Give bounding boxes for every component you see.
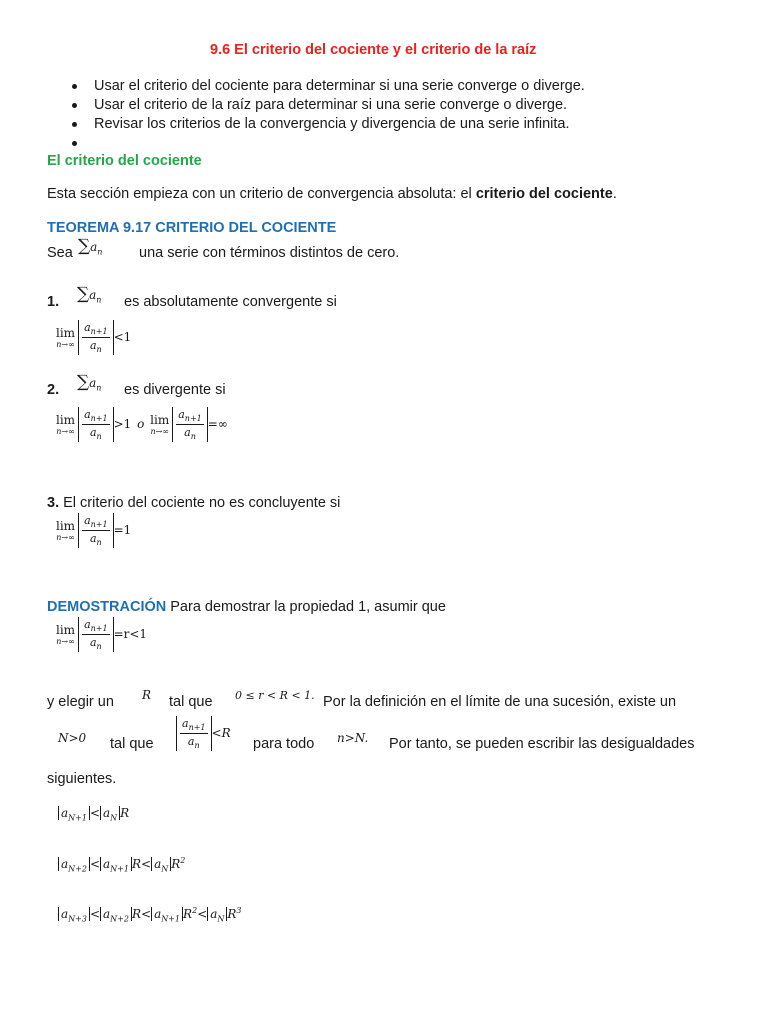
proof-line2-a: tal que: [110, 736, 154, 752]
item3-number: 3.: [47, 495, 60, 511]
proof-line3: siguientes.: [47, 771, 117, 787]
proof-intro: [47, 599, 446, 615]
list-item: Usar el criterio del cociente para determinar si una serie converge o diverge.: [70, 77, 585, 96]
theorem-sea-rest: una serie con términos distintos de cero.: [139, 245, 400, 261]
item1-number: 1.: [47, 294, 60, 310]
R-inequality: 0 ≤ r < R < 1.: [235, 689, 315, 702]
item2-number: 2.: [47, 382, 60, 398]
proof-line2-b: para todo: [253, 736, 315, 752]
n-greater-N: n>N.: [337, 731, 369, 745]
intro-bold: criterio del cociente: [475, 186, 613, 202]
proof-limit-formula: lim n→∞ $\frac{a_{n+1}}{a_n}$ =r<1: [56, 618, 148, 652]
proof-line1-b: tal que: [169, 694, 213, 710]
list-item: Revisar los criterios de la convergencia y divergencia de una serie infinita.: [70, 115, 585, 134]
inequality-3: $a_{N+3} < a_{N+2}$ $R< a_{N+1}$ $R^2< a_N$ $R^3$: [58, 906, 242, 923]
sum-an-symbol: $\sum a_n$: [77, 372, 102, 393]
ratio-less-R: $\frac{a_{n+1}}{a_n}$ <R: [176, 716, 231, 751]
sum-an-symbol: $\sum a_n$: [78, 236, 103, 257]
R-symbol: R: [142, 688, 152, 702]
section-heading: El criterio del cociente: [47, 153, 202, 169]
divergence-formula: lim n→∞ $\frac{a_{n+1}}{a_n}$ >1 o lim n→∞ $\frac{a_{n+1}}{a_n}$ =∞: [56, 408, 228, 442]
proof-line1-a: y elegir un: [47, 694, 114, 710]
proof-line2-c: Por tanto, se pueden escribir las desigualdades: [389, 736, 695, 752]
proof-text: Para demostrar la propiedad 1, asumir que: [170, 599, 446, 615]
ratio-limit-formula: lim n→∞ $\frac{a_{n+1}}{a_n}$ <1: [56, 321, 132, 355]
list-item: [70, 134, 585, 153]
theorem-sea: Sea: [47, 245, 73, 261]
item3-text: El criterio del cociente no es concluyente si: [63, 495, 341, 511]
sum-an-symbol: $\sum a_n$: [77, 284, 102, 305]
proof-line1-c: Por la definición en el límite de una sucesión, existe un: [323, 694, 677, 710]
theorem-heading: TEOREMA 9.17 CRITERIO DEL COCIENTE: [47, 220, 337, 236]
item3: [47, 495, 340, 511]
inequality-1: $a_{N+1} < a_N$ R: [58, 806, 129, 822]
inequality-2: $a_{N+2} < a_{N+1}$ $R< a_N$ $R^2$: [58, 856, 185, 873]
intro-paragraph: [47, 186, 617, 202]
item1-text: es absolutamente convergente si: [124, 294, 337, 310]
item2-text: es divergente si: [124, 382, 226, 398]
page-title: 9.6 El criterio del cociente y el criterio de la raíz: [210, 42, 537, 58]
intro-text: Esta sección empieza con un criterio de convergencia absoluta: el: [47, 186, 476, 202]
intro-end: .: [612, 186, 617, 202]
N-positive: N>0: [58, 731, 87, 745]
list-item: Usar el criterio de la raíz para determinar si una serie converge o diverge.: [70, 96, 585, 115]
proof-heading: DEMOSTRACIÓN: [47, 599, 167, 615]
inconclusive-formula: lim n→∞ $\frac{a_{n+1}}{a_n}$ =1: [56, 514, 132, 548]
objectives-list: [70, 77, 585, 153]
